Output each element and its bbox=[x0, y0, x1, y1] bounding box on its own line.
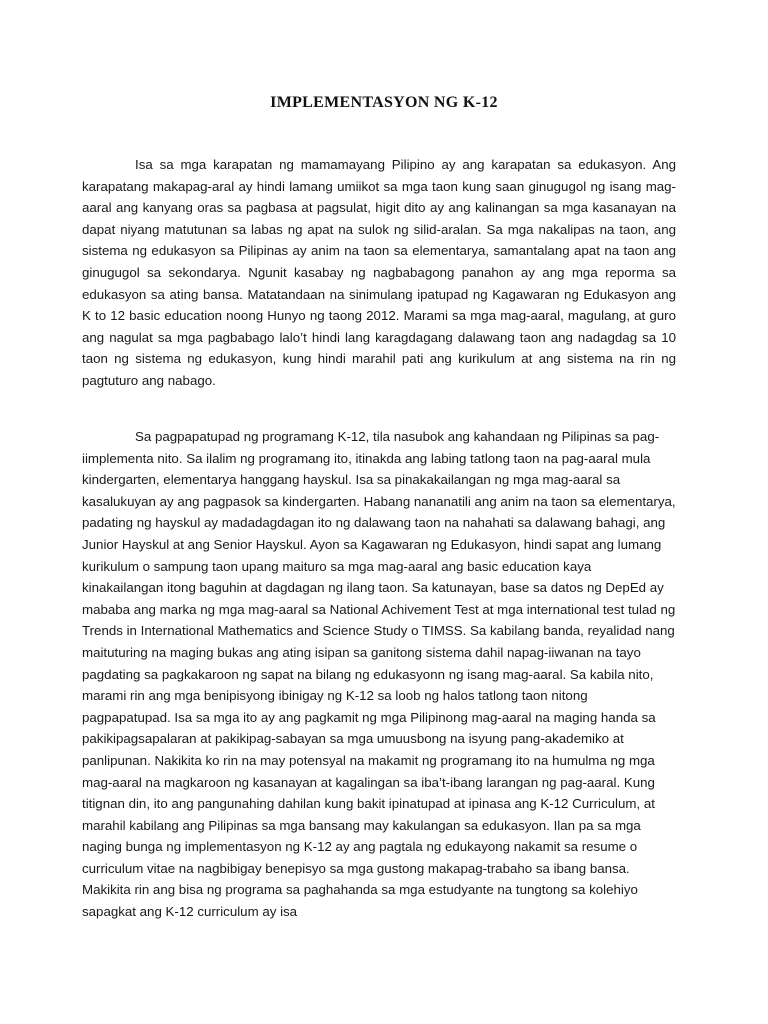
paragraph-2: Sa pagpapatupad ng programang K-12, tila nasubok ang kahandaan ng Pilipinas sa pag-iimplementa nito. Sa ilalim ng programang ito, itinakda ang labing tatlong taon na pag-aaral mula kindergarten, elementarya hanggang hayskul. Isa sa pinakakailangan ng mga mag-aaral sa kasalukuyan ay ang pagpasok sa kindergarten. Habang nananatili ang anim na taon sa elementarya, padating ng hayskul ay madadagdagan ito ng dalawang taon na nahahati sa dalawang bahagi, ang Junior Hayskul at ang Senior Hayskul. Ayon sa Kagawaran ng Edukasyon, hindi sapat ang lumang kurikulum o sampung taon upang maituro sa mga mag-aaral ang basic education kaya kinakailangan itong baguhin at dagdagan ng ilang taon. Sa katunayan, base sa datos ng DepEd ay mababa ang marka ng mga mag-aaral sa National Achivement Test at mga international test tulad ng Trends in International Mathematics and Science Study o TIMSS. Sa kabilang banda, reyalidad nang maituturing na maging bukas ang ating isipan sa ganitong sistema dahil napag-iiwanan na tayo pagdating sa pagkakaroon ng sapat na bilang ng edukasyonn ng isang mag-aaral. Sa kabila nito, marami rin ang mga benipisyong ibinigay ng K-12 sa loob ng halos tatlong taon nitong pagpapatupad. Isa sa mga ito ay ang pagkamit ng mga Pilipinong mag-aaral na maging handa sa pakikipagsapalaran at pakikipag-sabayan sa mga umuusbong na isyung pang-akademiko at panlipunan. Nakikita ko rin na may potensyal na makamit ng programang ito na humulma ng mga mag-aaral na magkaroon ng kasanayan at kagalingan sa iba’t-ibang larangan ng pag-aaral. Kung titignan din, ito ang pangunahing dahilan kung bakit ipinatupad at ipinasa ang K-12 Curriculum, at marahil kabilang ang Pilipinas sa mga bansang may kakulangan sa edukasyon. Ilan pa sa mga naging bunga ng implementasyon ng K-12 ay ang pagtala ng edukayong nakamit sa resume o curriculum vitae na nagbibigay benepisyo sa mga gustong makapag-trabaho sa ibang bansa. Makikita rin ang bisa ng programa sa paghahanda sa mga estudyante na tungtong sa kolehiyo sapagkat ang K-12 curriculum ay isa bbox=[82, 429, 676, 920]
paragraph-1: Isa sa mga karapatan ng mamamayang Pilipino ay ang karapatan sa edukasyon. Ang karapatang makapag-aral ay hindi lamang umiikot sa mga taon kung saan ginugugol ng isang mag-aaral ang kanyang oras sa pagbasa at pagsulat, higit dito ay ang kalinangan sa mga kasanayan na dapat niyang matutunan sa labas ng apat na sulok ng silid-aralan. Sa mga nakalipas na taon, ang sistema ng edukasyon sa Pilipinas ay anim na taon sa elementarya, samantalang apat na taon ang ginugugol sa sekondarya. Ngunit kasabay ng nagbabagong panahon ay ang mga reporma sa edukasyon sa ating bansa. Matatandaan na sinimulang ipatupad ng Kagawaran ng Edukasyon ang K to 12 basic education noong Hunyo ng taong 2012. Marami sa mga mag-aaral, magulang, at guro ang nagulat sa mga pagbabago lalo’t hindi lang karagdagang dalawang taon ang nadagdag sa 10 taon ng sistema ng edukasyon, kung hindi marahil pati ang kurikulum at ang sistema na rin ng pagtuturo ang nabago. bbox=[82, 157, 676, 388]
document-title: IMPLEMENTASYON NG K-12 bbox=[270, 94, 498, 111]
